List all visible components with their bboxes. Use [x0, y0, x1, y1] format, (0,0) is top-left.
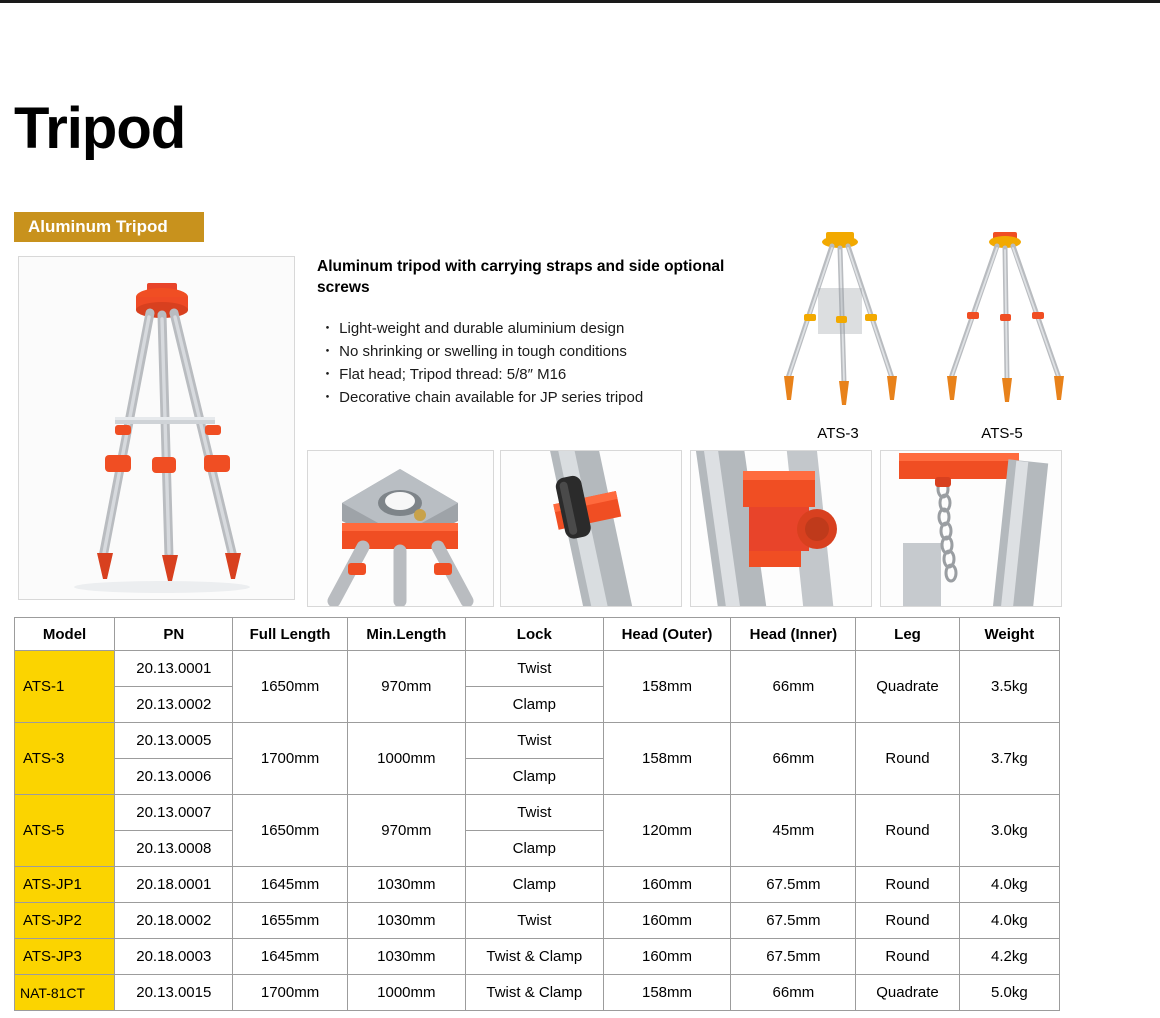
table-row — [15, 795, 1060, 831]
table-header-row — [15, 618, 1060, 651]
cell-model: ATS-3 — [15, 723, 115, 795]
cell-leg: Quadrate — [856, 975, 959, 1011]
cell-head-inner: 67.5mm — [731, 903, 856, 939]
cell-head-outer: 158mm — [603, 723, 731, 795]
cell-min-length: 1000mm — [347, 975, 465, 1011]
cell-lock: Clamp — [466, 759, 604, 795]
cell-lock: Twist — [466, 903, 604, 939]
col-header-pn: PN — [115, 618, 233, 651]
tripod-ats3-caption: ATS-3 — [817, 425, 859, 442]
cell-pn: 20.13.0002 — [115, 687, 233, 723]
cell-weight: 3.5kg — [959, 651, 1059, 723]
table-row — [15, 903, 1060, 939]
col-header-min-length: Min.Length — [347, 618, 465, 651]
cell-model: ATS-JP1 — [15, 867, 115, 903]
cell-full-length: 1655mm — [233, 903, 347, 939]
cell-lock: Clamp — [466, 831, 604, 867]
table-row — [15, 867, 1060, 903]
cell-model: ATS-1 — [15, 651, 115, 723]
cell-weight: 3.7kg — [959, 723, 1059, 795]
cell-head-inner: 66mm — [731, 723, 856, 795]
cell-min-length: 1000mm — [347, 723, 465, 795]
cell-full-length: 1700mm — [233, 723, 347, 795]
cell-lock: Twist & Clamp — [466, 939, 604, 975]
col-header-head-inner: Head (Inner) — [731, 618, 856, 651]
tripod-ats5-caption: ATS-5 — [981, 425, 1023, 442]
col-header-full-length: Full Length — [233, 618, 347, 651]
detail-photo-clamp — [690, 450, 872, 607]
cell-min-length: 970mm — [347, 651, 465, 723]
cell-leg: Quadrate — [856, 651, 959, 723]
col-header-leg: Leg — [856, 618, 959, 651]
cell-head-outer: 160mm — [603, 903, 731, 939]
detail-photo-strap — [500, 450, 682, 607]
cell-head-outer: 120mm — [603, 795, 731, 867]
feature-bullet: ・ Decorative chain available for JP series tripod — [320, 388, 644, 406]
feature-bullet: ・ Flat head; Tripod thread: 5/8″ M16 — [320, 365, 567, 383]
cell-min-length: 1030mm — [347, 939, 465, 975]
table-row — [15, 723, 1060, 759]
cell-weight: 3.0kg — [959, 795, 1059, 867]
cell-head-outer: 158mm — [603, 651, 731, 723]
cell-pn: 20.13.0001 — [115, 651, 233, 687]
detail-photo-head — [307, 450, 494, 607]
cell-head-inner: 66mm — [731, 975, 856, 1011]
cell-full-length: 1700mm — [233, 975, 347, 1011]
section-tag-label: Aluminum Tripod — [28, 217, 168, 236]
cell-lock: Clamp — [466, 867, 604, 903]
cell-pn: 20.13.0007 — [115, 795, 233, 831]
cell-leg: Round — [856, 939, 959, 975]
cell-pn: 20.13.0008 — [115, 831, 233, 867]
cell-weight: 4.0kg — [959, 903, 1059, 939]
cell-min-length: 1030mm — [347, 903, 465, 939]
cell-model: ATS-JP3 — [15, 939, 115, 975]
table-row — [15, 939, 1060, 975]
cell-lock: Twist & Clamp — [466, 975, 604, 1011]
table-row — [15, 975, 1060, 1011]
cell-leg: Round — [856, 867, 959, 903]
col-header-head-outer: Head (Outer) — [603, 618, 731, 651]
cell-weight: 4.0kg — [959, 867, 1059, 903]
page-title: Tripod — [14, 96, 186, 161]
col-header-lock: Lock — [466, 618, 604, 651]
cell-leg: Round — [856, 723, 959, 795]
cell-pn: 20.13.0005 — [115, 723, 233, 759]
description-heading: Aluminum tripod with carrying straps and side optional screws — [317, 258, 725, 296]
cell-model: NAT-81CT — [15, 975, 115, 1011]
cell-head-outer: 160mm — [603, 867, 731, 903]
col-header-weight: Weight — [959, 618, 1059, 651]
table-row — [15, 651, 1060, 687]
cell-leg: Round — [856, 795, 959, 867]
tripod-head-detail-illustration — [308, 451, 493, 606]
hero-tripod-photo — [18, 256, 295, 600]
cell-lock: Twist — [466, 651, 604, 687]
cell-min-length: 1030mm — [347, 867, 465, 903]
tripod-ats3-illustration — [770, 228, 910, 423]
hero-tripod-illustration — [19, 257, 294, 599]
col-header-model: Model — [15, 618, 115, 651]
cell-pn: 20.13.0015 — [115, 975, 233, 1011]
tripod-figure-ats3 — [770, 228, 910, 423]
cell-lock: Twist — [466, 723, 604, 759]
cell-min-length: 970mm — [347, 795, 465, 867]
feature-bullet-list — [320, 318, 750, 410]
cell-lock: Twist — [466, 795, 604, 831]
tripod-strap-detail-illustration — [501, 451, 681, 606]
cell-head-outer: 160mm — [603, 939, 731, 975]
cell-leg: Round — [856, 903, 959, 939]
tripod-figure-ats5 — [935, 228, 1075, 423]
cell-head-inner: 67.5mm — [731, 939, 856, 975]
tripod-chain-detail-illustration — [881, 451, 1061, 606]
tripod-ats5-illustration — [935, 228, 1075, 423]
cell-head-inner: 67.5mm — [731, 867, 856, 903]
feature-bullet: ・ Light-weight and durable aluminium design — [320, 320, 625, 337]
cell-full-length: 1650mm — [233, 795, 347, 867]
cell-lock: Clamp — [466, 687, 604, 723]
cell-head-outer: 158mm — [603, 975, 731, 1011]
cell-pn: 20.13.0006 — [115, 759, 233, 795]
cell-weight: 5.0kg — [959, 975, 1059, 1011]
section-tag — [14, 212, 204, 242]
cell-full-length: 1645mm — [233, 867, 347, 903]
cell-model: ATS-JP2 — [15, 903, 115, 939]
specification-table — [14, 617, 1060, 1011]
cell-head-inner: 66mm — [731, 651, 856, 723]
top-divider — [0, 0, 1160, 3]
cell-head-inner: 45mm — [731, 795, 856, 867]
tripod-clamp-detail-illustration — [691, 451, 871, 606]
cell-model: ATS-5 — [15, 795, 115, 867]
cell-weight: 4.2kg — [959, 939, 1059, 975]
detail-photo-chain — [880, 450, 1062, 607]
cell-full-length: 1645mm — [233, 939, 347, 975]
cell-full-length: 1650mm — [233, 651, 347, 723]
cell-pn: 20.18.0001 — [115, 867, 233, 903]
feature-bullet: ・ No shrinking or swelling in tough conditions — [320, 342, 627, 360]
cell-pn: 20.18.0002 — [115, 903, 233, 939]
cell-pn: 20.18.0003 — [115, 939, 233, 975]
